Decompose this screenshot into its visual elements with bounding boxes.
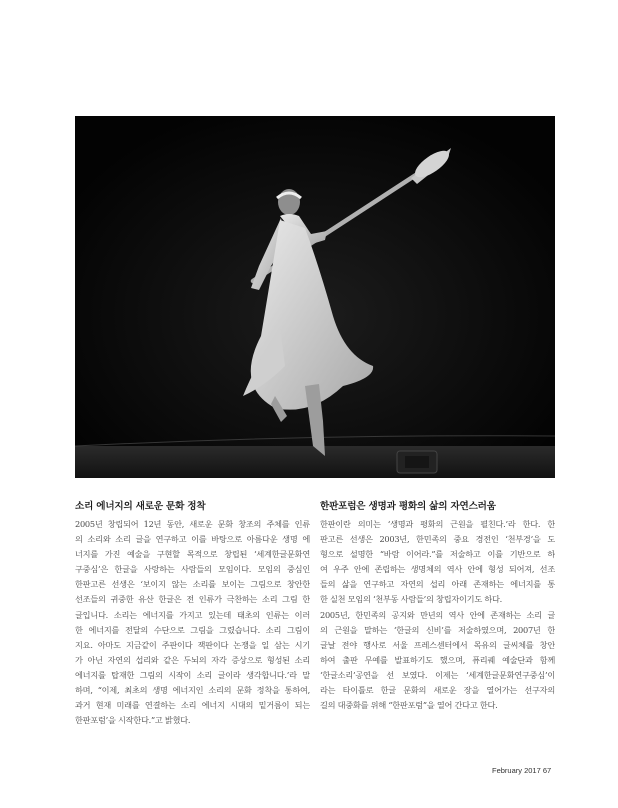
text-line: 한 실천 모임의 ‘천부동 사람들’의 창립자이기도 하다. <box>320 594 503 605</box>
section-heading-sound-energy: 소리 에너지의 새로운 문화 정착 <box>75 501 206 512</box>
left-body-text <box>75 517 310 728</box>
text-line: 너지를 가진 예술을 구현할 목적으로 창립된 ‘세계한글문화연 <box>75 549 310 560</box>
text-line: 지요. 아마도 지금같이 주판이다 잭판이다 논쟁을 일 삼는 시기 <box>75 639 310 650</box>
page-footer: February 2017 67 <box>492 766 552 775</box>
text-line: 과거 현재 미래를 연결하는 소리 에너지 시대의 밑거름이 되는 <box>75 700 310 711</box>
performance-photo <box>75 116 555 478</box>
text-line: 한 에너지를 전달의 수단으로 그림을 그렸습니다. 소리 그림이 <box>75 624 310 635</box>
text-line: 길의 대중화를 위해 “한판포럼”을 열어 간다고 한다. <box>320 700 498 711</box>
text-line: 하며, “이제, 최초의 생명 에너지인 소리의 문화 정착을 통하여, <box>75 685 310 696</box>
text-line: 구중심’은 한글을 사랑하는 사람들의 모임이다. 모임의 중심인 <box>75 564 310 575</box>
section-heading-hanpan-forum: 한판포럼은 생명과 평화의 삶의 자연스러움 <box>320 501 496 512</box>
text-line: 글날 전야 행사로 서울 프레스센터에서 목유의 글씨체를 창안 <box>320 639 555 650</box>
text-line: 2005년 창립되어 12년 동안, 새로운 문화 창조의 주체를 인류 <box>75 519 310 529</box>
text-line: 글입니다. 소리는 에너지를 가지고 있는데 태초의 인류는 이러 <box>75 609 310 620</box>
text-line: 선조들의 귀중한 유산 한글은 전 인류가 극찬하는 소리 그림 한 <box>75 594 310 605</box>
right-body-text <box>320 517 555 713</box>
text-line: 형으로 설명한 “바람 이어라.”를 저술하고 이를 기반으로 하 <box>320 549 555 560</box>
left-article-column <box>75 498 310 728</box>
text-line: ‘한글소리’공연을 선 보였다. 이제는 ‘세계한글문화연구중심’이 <box>320 669 555 680</box>
text-line: 의 근원을 말하는 ‘한글의 신비’를 저술하였으며, 2007년 한 <box>320 624 555 635</box>
text-line: 여 우주 안에 존립하는 생명체의 역사 안에 형성 되어져, 선조 <box>320 564 555 575</box>
text-line: 한판고른 선생은 ‘보이지 않는 소리를 보이는 그림으로 창안한 <box>75 579 310 590</box>
text-line: 한판포럼’을 시작한다.”고 밝혔다. <box>75 715 191 726</box>
text-line: 하여 출판 무예를 발표하기도 했으며, 퓨리퀘 예술단과 함께 <box>320 654 555 665</box>
text-line: 에너지를 탑재한 그림의 시작이 소리 글이라 생각합니다.’라 말 <box>75 669 310 680</box>
text-line: 2005년, 한민족의 공지와 만년의 역사 안에 존재하는 소리 글 <box>320 609 555 620</box>
right-article-column <box>320 498 555 713</box>
text-line: 가 아닌 자연의 섭리와 같은 두뇌의 자각 증상으로 형성된 소리 <box>75 654 310 665</box>
text-line: 한판이란 의미는 ‘생명과 평화의 근원을 펼친다.’라 한다. 한 <box>320 519 555 529</box>
text-line: 라는 타이틀로 한글 문화의 새로운 장을 열어가는 선구자의 <box>320 685 555 696</box>
text-line: 판고른 선생은 2003년, 한민족의 중요 경전인 ‘천부경’을 도 <box>320 534 555 545</box>
text-line: 들의 삶을 연구하고 자연의 섭리 아래 존재하는 에너지를 통 <box>320 579 555 590</box>
text-line: 의 소리와 소리 글을 연구하고 이를 바탕으로 아름다운 생명 에 <box>75 534 310 545</box>
